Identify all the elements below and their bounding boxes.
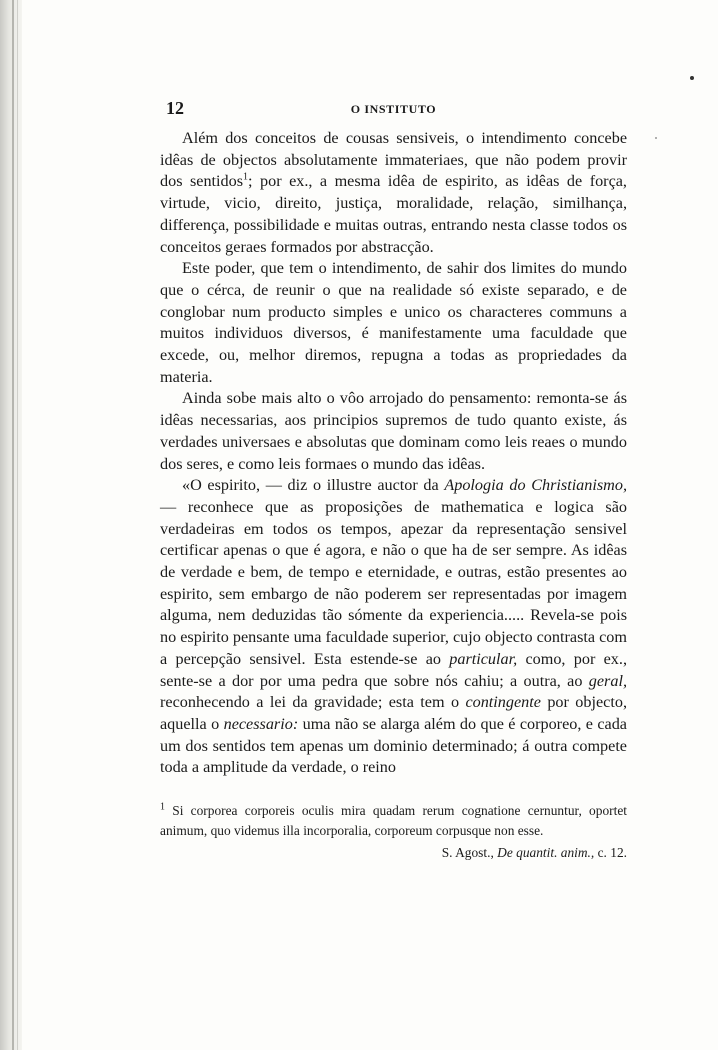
text-run: Além dos conceitos de cousas sensiveis, o intendimento concebe idêas de objectos absolutamente immateriaes, que não podem provir dos sentidos [160, 129, 627, 191]
footnote [160, 801, 627, 841]
body-text [160, 128, 627, 779]
print-speck [655, 137, 657, 139]
paragraph [160, 258, 627, 388]
footnote-source-author: S. Agost., [441, 845, 494, 861]
italic-phrase: Apologia do Christianismo, [444, 476, 628, 495]
footnote-area [160, 801, 627, 863]
book-page [160, 96, 627, 863]
footnote-text: Si corporea corporeis oculis mira quadam rerum cognatione cernuntur, oportet animum, quo videmus illa incorporalia, corporeum corpusque non esse. [160, 803, 627, 839]
footnote-source-ref: c. 12. [597, 845, 627, 861]
text-run: Ainda sobe mais alto o vôo arrojado do pensamento: remonta-se ás idêas necessarias, aos principios supremos de tudo quanto existe, ás verdades universaes e absolutas que dominam como leis reaes o mundo dos seres, e como leis formaes o mundo das idêas. [160, 389, 627, 473]
paragraph [160, 475, 627, 779]
footnote-source-work: De quantit. anim., [497, 845, 595, 861]
text-run: ; por ex., a mesma idêa de espirito, as idêas de força, virtude, vicio, direito, justiça, moralidade, relação, similhança, differença, possibilidade e muitas outras, entrando nesta classe todos os conceitos geraes formados por abstracção. [160, 172, 627, 256]
text-run: por objecto, aquella o [160, 693, 627, 733]
text-run: uma não se alarga além do que é corporeo, e cada um dos sentidos tem apenas um dominio determinado; á outra compete toda a amplitude da verdade, o reino [160, 714, 627, 777]
footnote-reference: 1 [243, 172, 249, 184]
running-head [160, 96, 627, 118]
text-run: reconhecendo a lei da gravidade; esta tem o [160, 693, 466, 712]
page-binding-edge [0, 0, 22, 1050]
running-title: O INSTITUTO [350, 102, 437, 116]
italic-phrase: particular, [449, 649, 518, 668]
footnote-marker: 1 [160, 801, 165, 813]
text-run: — reconhece que as proposições de mathematica e logica são verdadeiras em todos os tempos, apezar da representação sensivel certificar apenas o que é agora, e não o que ha de ser sempre. As idêas de verdade e bem, de tempo e eternidade, e outras, estão presentes ao espirito, sem embargo de não poderem ser representadas por imagem alguma, nem deduzidas tão sómente da experiencia..... Revela-se pois no espirito pensante uma faculdade superior, cujo objecto contrasta com a percepção sensivel. Esta estende-se ao [160, 497, 627, 668]
binding-shadow-line [12, 0, 14, 1050]
footnote-source [160, 843, 627, 863]
text-run: como, por ex., sente-se a dor por uma pedra que sobre nós cahiu; a outra, ao [160, 649, 627, 690]
text-run: «O espirito, — diz o illustre auctor da [182, 476, 445, 495]
paragraph [160, 388, 627, 475]
binding-shadow-line-inner [17, 0, 18, 1050]
paragraph [160, 128, 627, 258]
italic-phrase: necessario: [223, 714, 299, 733]
print-speck [690, 76, 694, 80]
page-number: 12 [166, 98, 184, 118]
italic-phrase: contingente [465, 693, 541, 712]
text-run: Este poder, que tem o intendimento, de sahir dos limites do mundo que o cérca, de reunir o que na realidade só existe separado, e de conglobar num producto simples e unico os characteres communs a muitos individuos diversos, é manifestamente uma faculdade que excede, ou, melhor diremos, repugna a todas as propriedades da materia. [160, 259, 627, 386]
italic-phrase: geral, [588, 671, 627, 690]
